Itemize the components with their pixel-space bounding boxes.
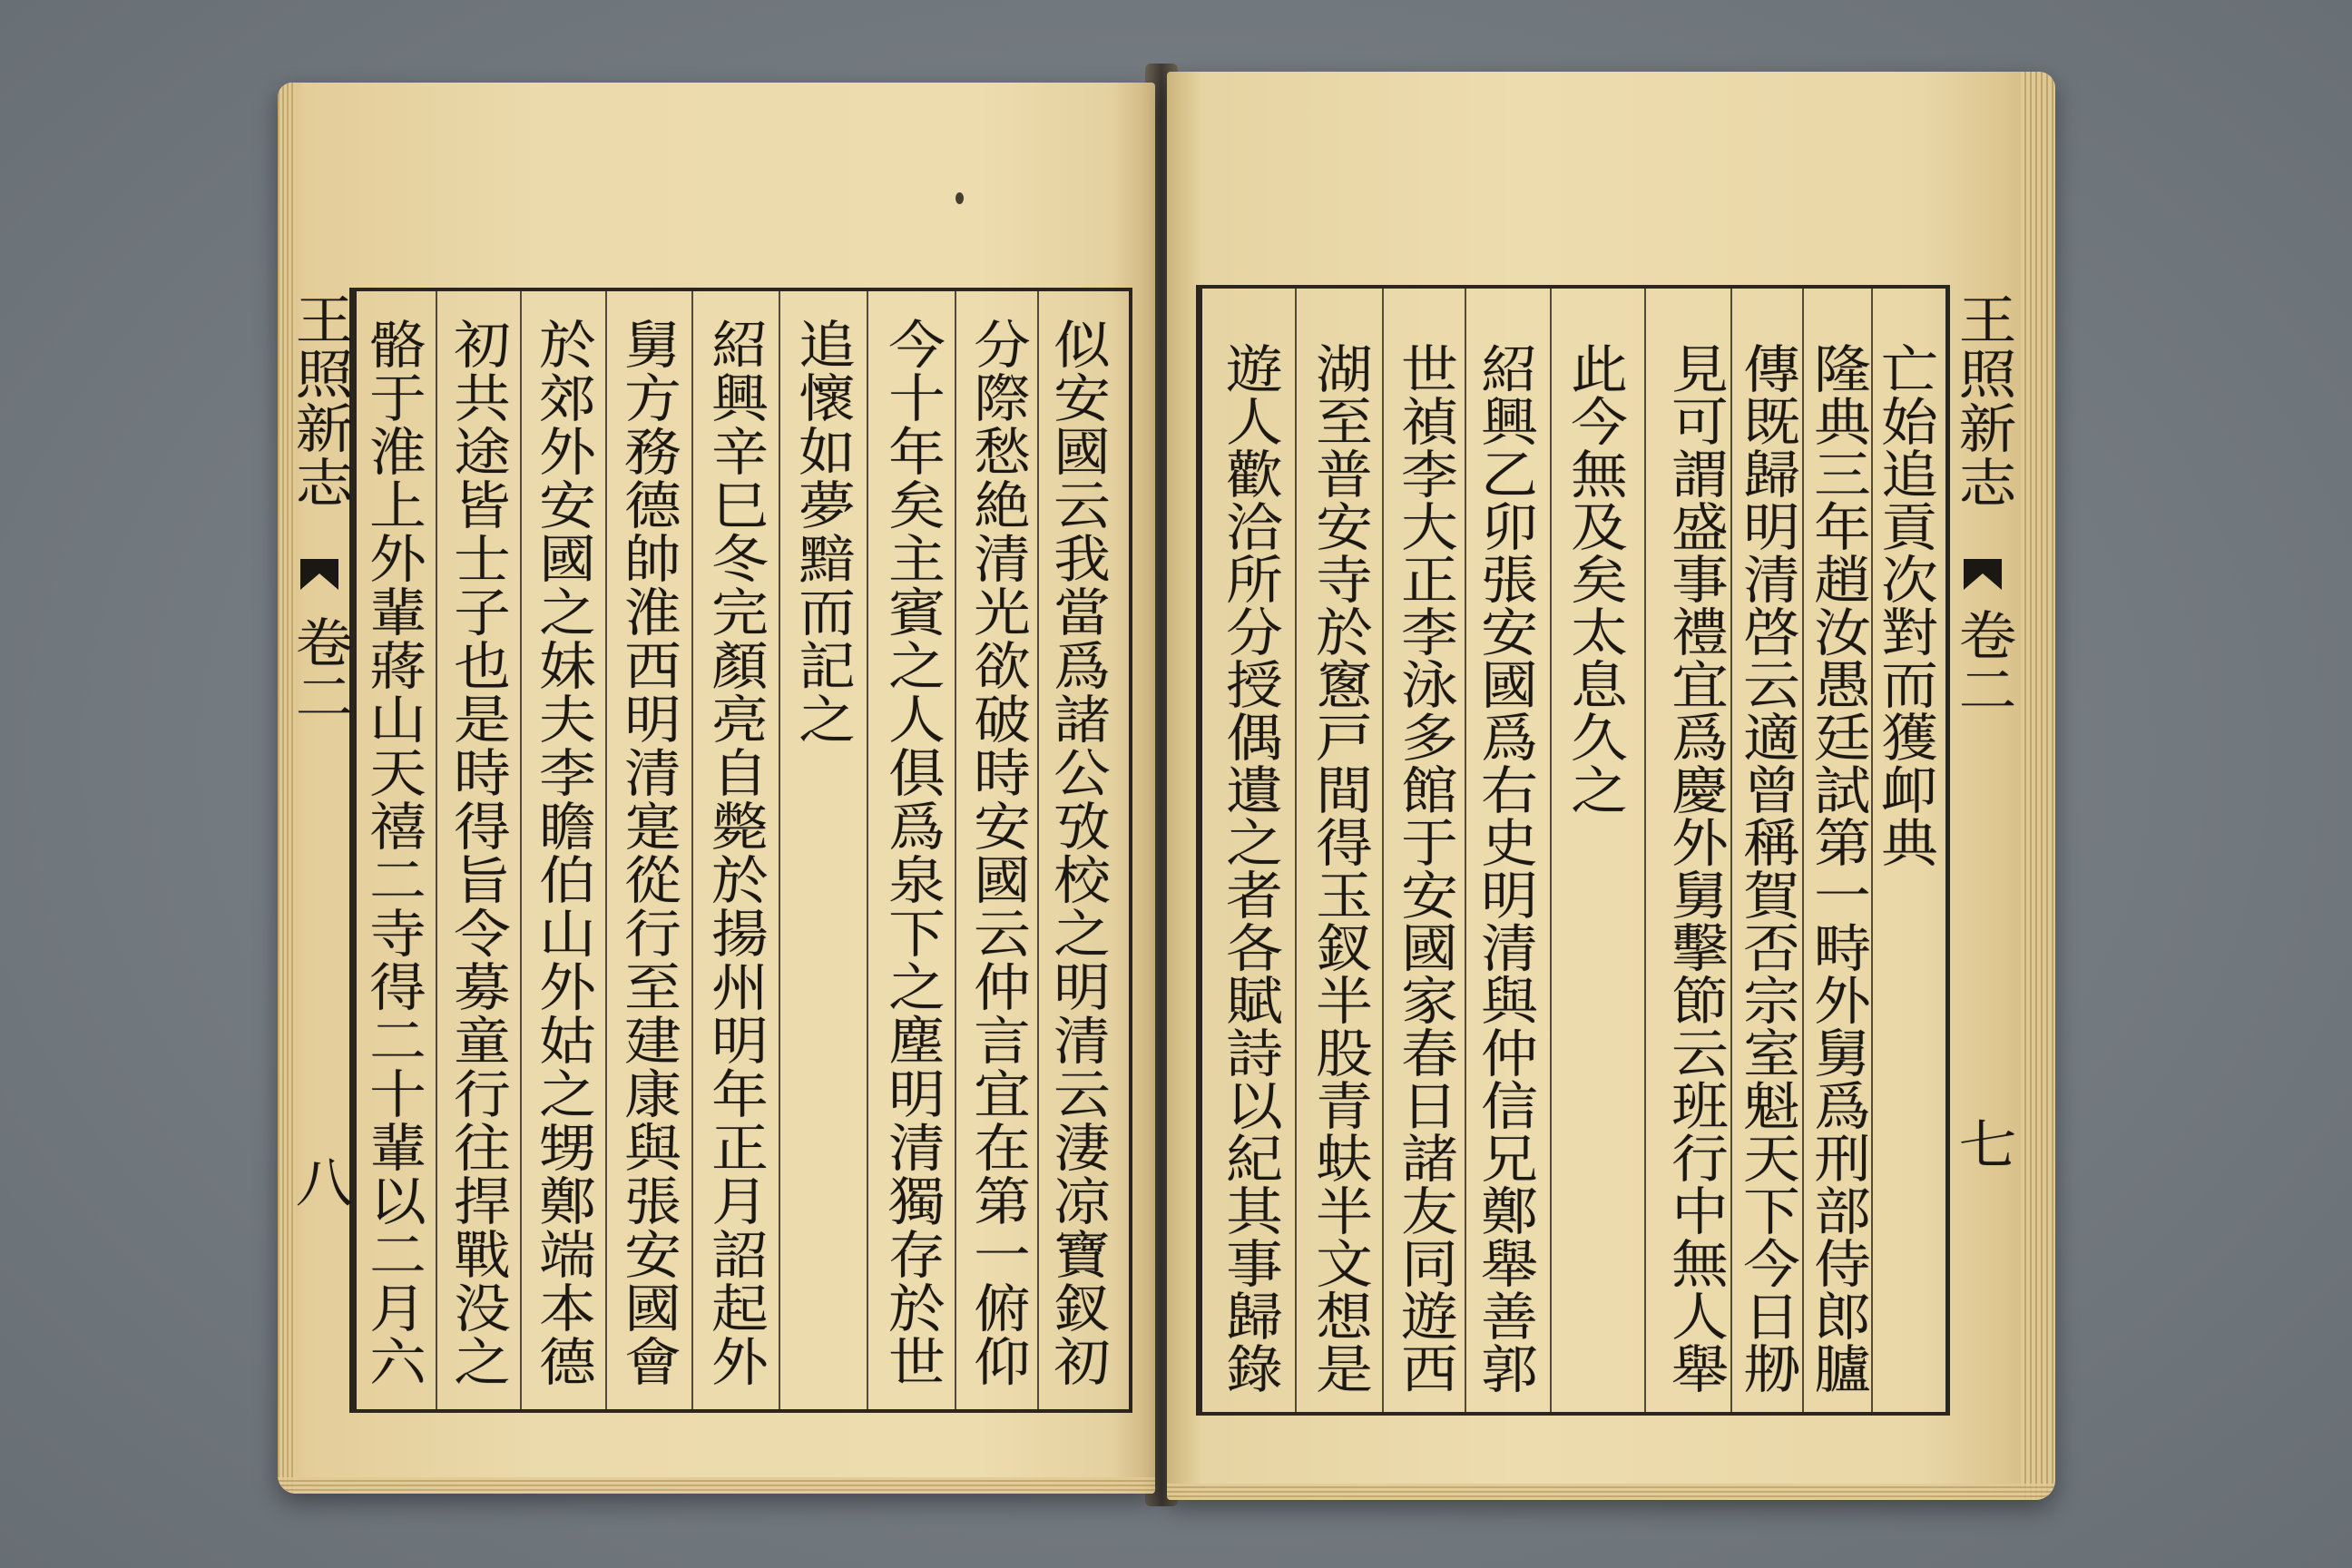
page-edge-stack: [1167, 1484, 2055, 1500]
fish-tail-mark: [1960, 555, 2005, 595]
page-edge-stack: [2021, 72, 2055, 1500]
text-column: 此今無及矣太息久之: [1561, 342, 1628, 816]
column-rule: [1037, 291, 1039, 1409]
ink-speck: [956, 192, 964, 204]
text-column: 骼于淮上外輩蔣山天禧二寺得二十輩以二月六: [359, 318, 426, 1388]
margin-volume: 卷二: [1948, 608, 2017, 717]
column-rule: [1644, 289, 1646, 1412]
column-rule: [1382, 289, 1384, 1412]
column-rule: [520, 291, 522, 1409]
text-column: 分際愁絶清光欲破時安國云仲言宜在第一俯仰: [964, 318, 1031, 1388]
text-column: 於郊外安國之妹夫李瞻伯山外姑之甥鄭端本德: [529, 318, 596, 1388]
column-rule: [867, 291, 868, 1409]
margin-title: 王照新志: [285, 292, 354, 510]
column-rule: [1730, 289, 1732, 1412]
text-column: 遊人歡洽所分授偶遺之者各賦詩以紀其事歸錄: [1216, 342, 1283, 1395]
text-column: 舅方務德帥淮西明清寔從行至建康與張安國會: [614, 318, 681, 1388]
margin-title: 王照新志: [1948, 292, 2017, 510]
text-column: 似安國云我當爲諸公攷校之明清云淒凉寶釵初: [1044, 318, 1111, 1388]
right-page: [1167, 72, 2055, 1500]
margin-page-number: 八: [285, 1155, 354, 1210]
column-rule: [1295, 289, 1297, 1412]
column-rule: [1465, 289, 1466, 1412]
text-column: 傳既歸明清啓云適曾稱賀否宗室魁天下今日刱: [1733, 342, 1800, 1395]
column-rule: [436, 291, 437, 1409]
text-column: 世禎李大正李泳多館于安國家春日諸友同遊西: [1391, 342, 1458, 1395]
left-page: [278, 83, 1155, 1494]
text-column: 紹興辛巳冬完顏亮自斃於揚州明年正月詔起外: [701, 318, 769, 1388]
column-rule: [691, 291, 693, 1409]
margin-volume: 卷二: [285, 615, 354, 724]
text-column: 亡始追貢次對而獲卹典: [1871, 342, 1938, 868]
page-edge-stack: [278, 1477, 1155, 1494]
column-rule: [1802, 289, 1804, 1412]
column-rule: [1550, 289, 1552, 1412]
text-column: 見可謂盛事禮宜爲慶外舅擊節云班行中無人舉: [1661, 342, 1729, 1395]
text-column: 隆典三年趙汝愚廷試第一畤外舅爲刑部侍郎臚: [1804, 342, 1871, 1395]
fish-tail-mark: [297, 555, 342, 595]
text-column: 湖至普安寺於窻戸間得玉釵半股青蚨半文想是: [1306, 342, 1373, 1395]
column-rule: [779, 291, 780, 1409]
column-rule: [605, 291, 607, 1409]
text-column: 初共途皆士子也是時得旨令募童行往捍戰没之: [444, 318, 511, 1388]
text-column: 追懷如夢黯而記之: [789, 318, 856, 746]
text-column: 今十年矣主賓之人俱爲泉下之塵明清獨存於世: [878, 318, 946, 1388]
text-column: 紹興乙卯張安國爲右史明清與仲信兄鄭舉善郭: [1471, 342, 1538, 1395]
column-rule: [955, 291, 956, 1409]
margin-page-number: 七: [1948, 1117, 2017, 1171]
